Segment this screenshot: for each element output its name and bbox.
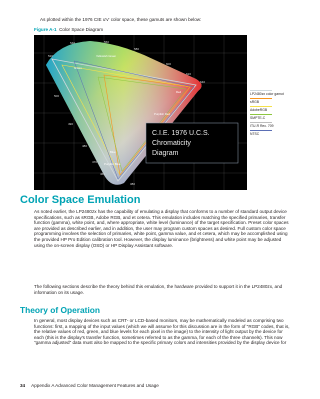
wavelength-label: 620	[186, 72, 192, 76]
legend-swatch	[250, 130, 272, 131]
diagram-title-line-1: C.I.E. 1976 U.C.S.	[152, 130, 210, 137]
wavelength-label: 640	[200, 80, 206, 84]
wavelength-label: 380	[130, 182, 136, 186]
legend-label: LP2480zx color gamut	[250, 92, 284, 96]
wavelength-label: 540	[70, 41, 76, 45]
diagram-title-line-2: Chromaticity	[152, 140, 191, 147]
legend-label: ITU-R Rec. 709	[250, 124, 274, 128]
intro-text: As plotted within the 1976 CIE u'v' color space, these gamuts are shown below:	[40, 17, 202, 22]
page-number: 34	[20, 383, 26, 388]
wavelength-label: 520	[48, 54, 54, 58]
chromaticity-diagram	[34, 35, 247, 190]
wavelength-label: 470	[92, 160, 98, 164]
legend-swatch	[250, 106, 272, 107]
chromaticity-diagram-svg	[34, 35, 247, 190]
wavelength-label: 600	[166, 62, 172, 66]
legend-item	[250, 122, 292, 128]
footer-text: Appendix A Advanced Color Management Features and Usage	[31, 383, 159, 388]
region-label: Blue	[110, 150, 116, 154]
legend-swatch	[250, 114, 272, 115]
legend-label: SMPTE-C	[250, 116, 266, 120]
subsection-heading: Theory of Operation	[20, 305, 101, 315]
diagram-title-line-3: Diagram	[152, 150, 179, 157]
wavelength-label: 500	[54, 94, 60, 98]
wavelength-label: 560	[104, 40, 110, 44]
wavelength-label: 480	[82, 144, 88, 148]
legend-item	[250, 130, 292, 136]
wavelength-label: 580	[134, 47, 140, 51]
page-footer	[20, 383, 159, 389]
figure-caption	[34, 27, 103, 33]
section-paragraph-2: The following sections describe the theory behind this emulation, the hardware provided to support it in the LP2480zx, and information on its usage.	[34, 284, 283, 295]
legend-swatch	[250, 90, 272, 91]
legend-item	[250, 90, 292, 96]
region-label: Yellowish Green	[96, 54, 117, 58]
legend-swatch	[250, 122, 272, 123]
legend-label: AdobeRGB	[250, 108, 268, 112]
wavelength-label: 490	[68, 122, 74, 126]
section-heading: Color Space Emulation	[20, 194, 141, 206]
legend-label: NTSC	[250, 132, 260, 136]
region-label: Green	[74, 66, 82, 70]
gamut-legend	[250, 90, 292, 138]
figure-caption-text: Color Space Diagram	[59, 27, 104, 32]
subsection-paragraph: In general, most display devices such as CRT- or LCD-based monitors, may be mathematically modeled as comprising two functions: first, a mapping of the input values (which we will assume for this discussion are in the form of "RGB" codes, that is, the relative values of red, green, and blue levels for each pixel in the image) to the intensity of light output by the device for each (this is the display's transfer function, sometimes referred to as the gamma, for each of the three channels). This now "gamma adjusted" data must also be mapped to the specific primary colors and intensities provided by the display device for	[34, 318, 290, 346]
region-label: Purplish Blue	[104, 162, 121, 166]
figure-label: Figure A-1	[34, 27, 57, 32]
legend-swatch	[250, 98, 272, 99]
region-label: Red	[176, 90, 182, 94]
region-label: Purplish Red	[154, 112, 171, 116]
legend-item	[250, 98, 292, 104]
wavelength-label: 460	[100, 172, 106, 176]
section-paragraph-1: As noted earlier, the LP2480zx has the capability of emulating a display that conforms to a number of standard output device specifications, such as sRGB, Adobe RGB, and et cetera. This emulation includes matching the specified primaries, transfer function (gamma), white point, and, where appropriate, white level (luminance) of the target specification. Preset color spaces are provided as described earlier, and in addition, the user may program custom spaces as desired. Full custom color space programming involves the selection of primaries, white point, gamma value, and et cetera, which may be accomplished using the provided HP Pro Edition calibration tool. However, the display luminance (brightness) and white point may be adjusted using the on-screen display (OSD) or HP Display Assistant software.	[34, 209, 289, 248]
legend-label: sRGB	[250, 100, 260, 104]
legend-item	[250, 114, 292, 120]
legend-item	[250, 106, 292, 112]
